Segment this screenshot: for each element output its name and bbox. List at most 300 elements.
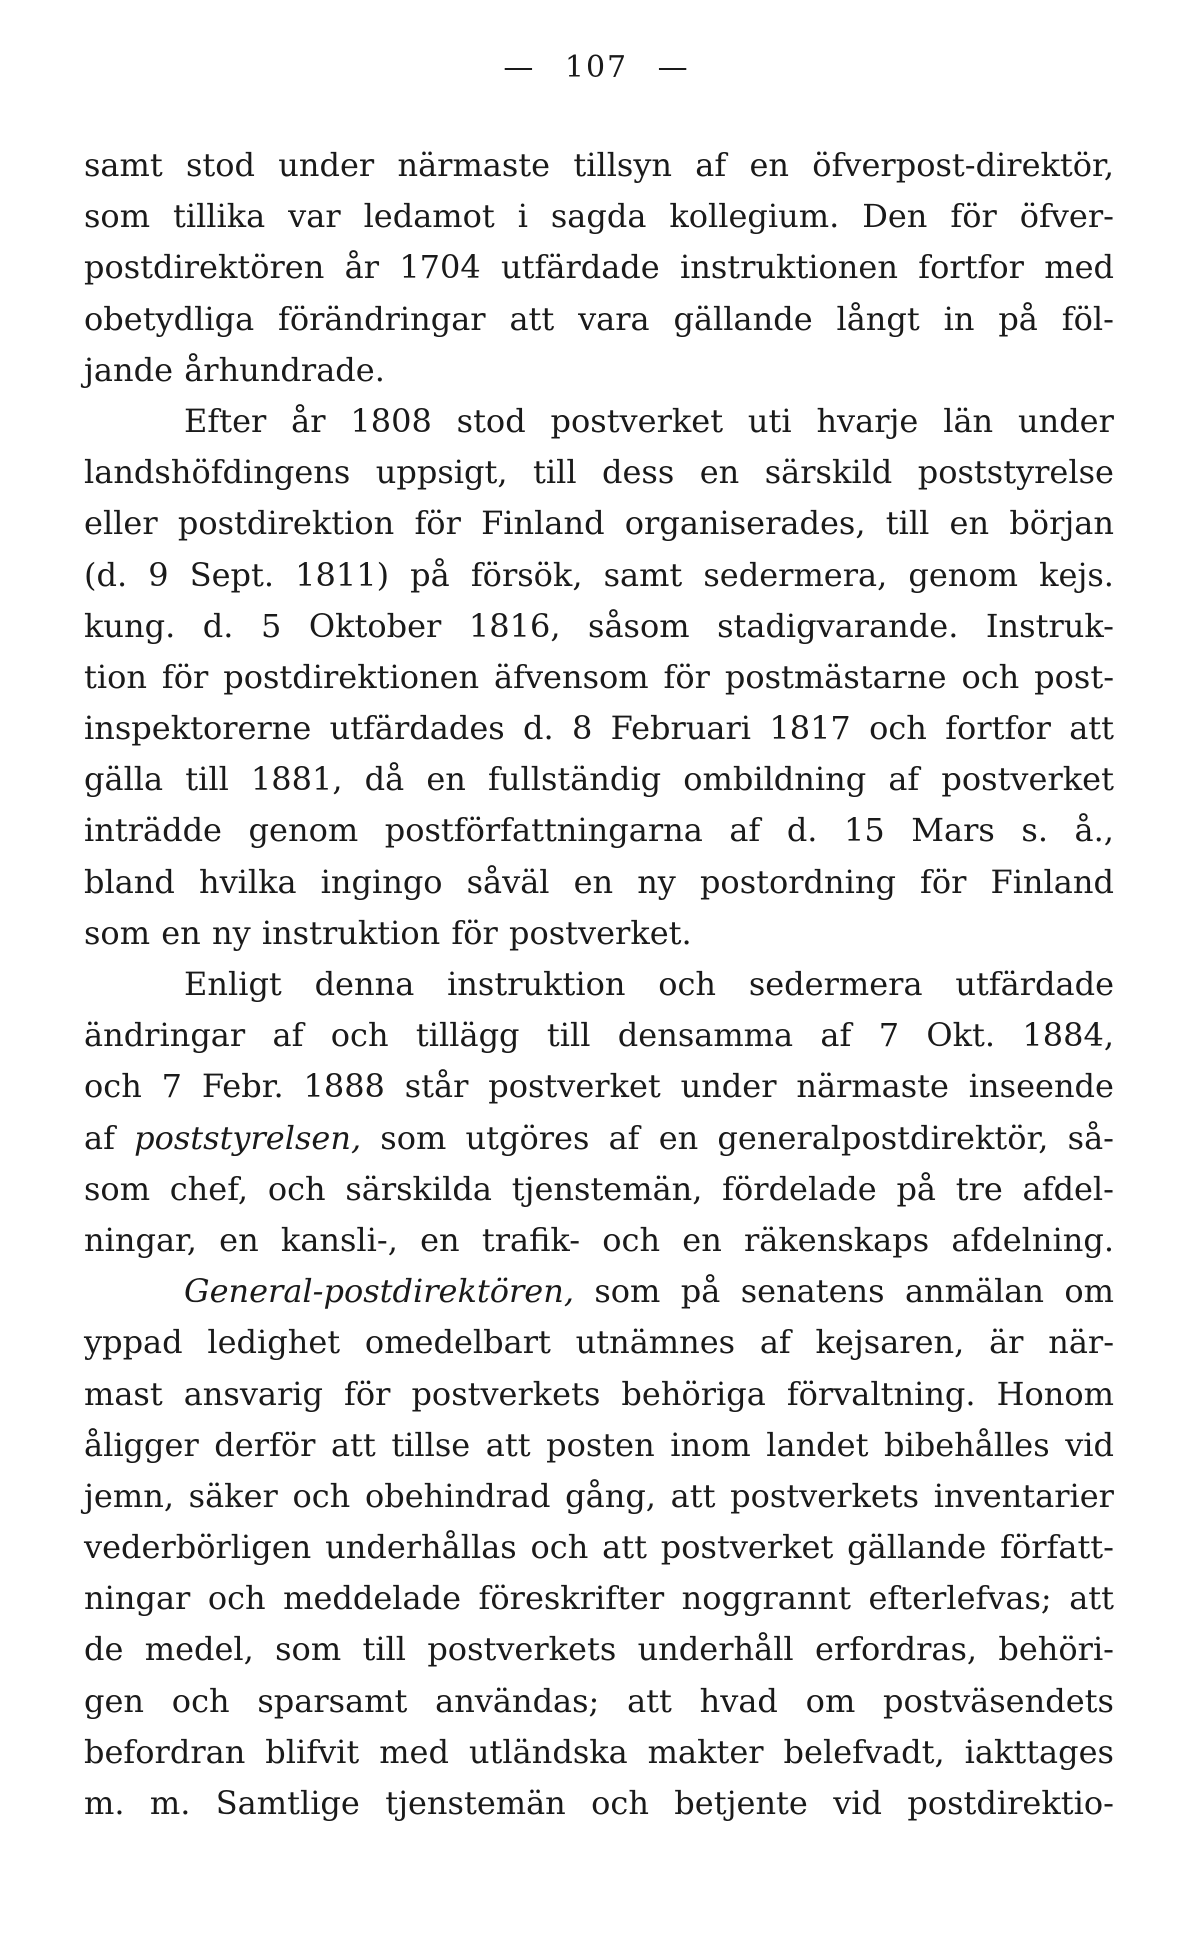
word: chef, [169, 1169, 249, 1208]
word: Okt. [926, 1016, 996, 1055]
word: af [695, 146, 727, 184]
word: för [344, 1374, 391, 1413]
word: och [602, 1220, 661, 1259]
word: 9 [148, 555, 169, 594]
word: instruktion [261, 913, 441, 952]
word: Oktober [308, 606, 442, 645]
word: och [292, 1476, 351, 1515]
word: inseende [968, 1067, 1114, 1106]
word: kung. [84, 606, 176, 645]
word: äfvensom [494, 657, 649, 696]
word: fördelade [722, 1169, 877, 1208]
word: befordran [84, 1732, 246, 1771]
word: postverket. [509, 913, 692, 952]
text-line [84, 703, 1114, 754]
word: fullständig [488, 760, 662, 799]
word: för [451, 913, 498, 952]
word: General-postdirektören, [184, 1272, 574, 1311]
word: att [1069, 1579, 1114, 1618]
word: tre [955, 1169, 1003, 1208]
word: tillika [172, 197, 266, 236]
text-line [84, 908, 1114, 959]
header-dash-left: — [503, 50, 536, 85]
word: postdirektion [177, 504, 395, 543]
text-line [84, 242, 1114, 293]
text-line [84, 1164, 1114, 1215]
word: att [509, 299, 555, 338]
text-line [84, 754, 1114, 805]
word: som [594, 1272, 661, 1311]
word: till [885, 504, 930, 543]
text-line [84, 1778, 1114, 1829]
word: d. [786, 811, 818, 850]
word: postverkets [730, 1476, 920, 1515]
word: afdel- [1022, 1169, 1114, 1208]
word: för [920, 862, 967, 901]
word: län [943, 401, 994, 440]
word: utgöres [465, 1118, 590, 1157]
page-number: 107 [564, 50, 629, 85]
text-line [84, 652, 1114, 703]
word: in [943, 299, 975, 338]
word: och [267, 1169, 326, 1208]
word: af [759, 1323, 791, 1362]
word: en [749, 146, 790, 184]
word: med [379, 1732, 449, 1771]
word: af [729, 811, 761, 850]
word: s. [1021, 811, 1048, 850]
word: som [84, 1169, 151, 1208]
word: tion [84, 657, 147, 696]
word: Efter [184, 401, 267, 440]
word: postdirektionen [223, 657, 480, 696]
text-line [84, 1420, 1114, 1471]
word: betjente [674, 1784, 808, 1822]
word: Instruk- [985, 606, 1114, 645]
word: vederbörligen [84, 1528, 312, 1567]
word: underhållas [325, 1528, 517, 1567]
word: ombildning [683, 760, 867, 799]
word: 1884, [1022, 1016, 1114, 1055]
word: till [185, 760, 229, 799]
word: tillsyn [573, 146, 673, 184]
word: tjenstemän, [511, 1169, 703, 1208]
word: landshöfdingens [84, 453, 351, 492]
word: postordning [699, 862, 896, 901]
body-text [84, 140, 1114, 1829]
word: afdelning. [951, 1220, 1114, 1259]
word: tillägg [415, 1016, 520, 1055]
word: postdirektio- [907, 1784, 1114, 1822]
word: om [1064, 1272, 1114, 1311]
word: en [658, 1118, 699, 1157]
word: 7 [878, 1016, 900, 1055]
word: såväl [466, 862, 550, 901]
word: af [608, 1118, 640, 1157]
text-line [84, 550, 1114, 601]
word: de [84, 1630, 124, 1669]
word: obetydliga [84, 299, 255, 338]
word: såsom [588, 606, 690, 645]
word: vid [833, 1784, 882, 1822]
word: år [344, 248, 380, 287]
word: med [1044, 248, 1114, 287]
word: instruktionen [680, 248, 898, 287]
word: på [998, 299, 1038, 338]
word: poststyrelsen, [134, 1118, 362, 1157]
word: sagda [550, 197, 647, 236]
word: Den [862, 197, 928, 236]
word: 1808 [350, 401, 432, 440]
word: stadigvarande. [717, 606, 959, 645]
word: 15 [844, 811, 885, 850]
text-line [84, 1317, 1114, 1368]
word: till [546, 1016, 591, 1055]
word: postdirektören [84, 248, 325, 287]
page-header [0, 50, 1193, 85]
word: poststyrelse [917, 453, 1114, 492]
text-line [84, 1113, 1114, 1164]
word: att [670, 1476, 716, 1515]
word: öfver- [1019, 197, 1114, 236]
word: står [404, 1067, 469, 1106]
word: m. [84, 1784, 125, 1822]
word: fortfor [945, 709, 1051, 748]
word: inventarier [933, 1476, 1114, 1515]
word: säker [188, 1476, 278, 1515]
word: bibehålles [884, 1425, 1050, 1464]
word: på [680, 1272, 721, 1311]
word: medel, [144, 1630, 254, 1669]
word: under [1017, 401, 1114, 440]
word: af [820, 1016, 852, 1055]
text-line [84, 191, 1114, 242]
word: att [1069, 709, 1114, 748]
word: att [602, 1528, 647, 1567]
word: m. [149, 1784, 191, 1822]
word: gällande [847, 1528, 987, 1567]
text-line [84, 1573, 1114, 1624]
word: ledamot [363, 197, 495, 236]
word: erfordras, [814, 1630, 978, 1669]
word: och [961, 657, 1020, 696]
word: sedermera, [703, 555, 888, 594]
word: som [275, 1630, 342, 1669]
word: i [517, 197, 528, 236]
word: och [658, 965, 717, 1003]
word: för [161, 657, 209, 696]
word: så- [1067, 1118, 1114, 1157]
word: derför [214, 1425, 316, 1464]
word: stod [456, 401, 526, 440]
word: en [949, 504, 990, 543]
word: vid [1065, 1425, 1114, 1464]
word: organiserades, [624, 504, 866, 543]
word: för [414, 504, 461, 543]
text-line [84, 1676, 1114, 1727]
word: d. [523, 709, 554, 748]
word: gällande [673, 299, 813, 338]
word: till [532, 453, 577, 492]
word: generalpostdirektör, [717, 1118, 1049, 1157]
word: yppad [84, 1323, 183, 1362]
word: Mars [911, 811, 995, 850]
text-line [84, 1727, 1114, 1778]
word: ingingo [320, 862, 443, 901]
word: att [330, 1425, 376, 1464]
word: som [84, 913, 151, 952]
word: och [591, 1784, 649, 1822]
word: 1816, [468, 606, 561, 645]
word: (d. [84, 555, 128, 594]
word: 1817 [769, 709, 851, 748]
word: närmaste [397, 146, 551, 184]
word: under [278, 146, 375, 184]
word: trafik- [481, 1220, 581, 1259]
word: Finland [990, 862, 1114, 901]
word: är [989, 1323, 1024, 1362]
word: anmälan [904, 1272, 1044, 1311]
word: ningar [84, 1579, 191, 1618]
word: Febr. [201, 1067, 284, 1106]
word: samt [84, 146, 163, 184]
word: en [573, 862, 614, 901]
word: ledighet [207, 1323, 341, 1362]
text-line [84, 498, 1114, 549]
word: behöriga [621, 1374, 766, 1413]
word: genom [908, 555, 1019, 594]
word: utländska [468, 1732, 628, 1771]
text-line [84, 294, 1114, 345]
text-line [84, 1010, 1114, 1061]
word: inom [670, 1425, 751, 1464]
word: ningar, [84, 1220, 197, 1259]
word: jemn, [84, 1476, 174, 1515]
word: senatens [740, 1272, 885, 1311]
word: hvad [699, 1681, 778, 1720]
text-line [84, 1369, 1114, 1420]
word: hvilka [198, 862, 297, 901]
word: ny [211, 913, 251, 952]
word: obehindrad [364, 1476, 551, 1515]
word: utfärdades [329, 709, 505, 748]
word: post- [1034, 657, 1114, 696]
word: stod [185, 146, 255, 184]
word: för [663, 657, 710, 696]
word: början [1009, 504, 1114, 543]
word: gen [84, 1681, 145, 1720]
word: postverket [941, 760, 1114, 799]
word: vara [578, 299, 650, 338]
word: iakttages [964, 1732, 1114, 1771]
word: förändringar [278, 299, 486, 338]
word: postverkets [411, 1374, 601, 1413]
word: som [380, 1118, 447, 1157]
word: gång, [565, 1476, 656, 1515]
word: utfärdade [501, 248, 660, 287]
text-line [84, 1471, 1114, 1522]
word: 5 [260, 606, 282, 645]
text-line [84, 805, 1114, 856]
text-line [84, 1215, 1114, 1266]
text-line [84, 1061, 1114, 1112]
word: under [680, 1067, 777, 1106]
word: utfärdade [955, 965, 1114, 1003]
word: räkenskaps [744, 1220, 930, 1259]
word: fortfor [918, 248, 1024, 287]
word: eller [84, 504, 158, 543]
word: gälla [84, 760, 164, 799]
word: särskilda [345, 1169, 492, 1208]
word: denna [314, 965, 415, 1003]
word: ny [637, 862, 676, 901]
word: 1881, [250, 760, 343, 799]
word: och [84, 1067, 142, 1106]
word: blifvit [265, 1732, 360, 1771]
word: behöri- [998, 1630, 1114, 1669]
word: utnämnes [575, 1323, 736, 1362]
word: på [896, 1169, 936, 1208]
word: belefvadt, [783, 1732, 945, 1771]
text-line [84, 959, 1114, 1010]
word: inspektorerne [84, 709, 312, 748]
word: århundrade. [184, 350, 385, 389]
word: Finland [481, 504, 605, 543]
word: sedermera [748, 965, 923, 1003]
word: då [364, 760, 405, 799]
word: postväsendets [883, 1681, 1114, 1720]
word: särskild [764, 453, 893, 492]
word: ändringar [84, 1016, 246, 1055]
word: en [219, 1220, 259, 1259]
word: 1704 [399, 248, 481, 287]
text-line [84, 857, 1114, 908]
word: försök, [470, 555, 583, 594]
word: öfverpost-direktör, [812, 146, 1114, 184]
word: år [291, 401, 326, 440]
text-line [84, 1624, 1114, 1675]
text-line [84, 601, 1114, 652]
text-line [84, 345, 1114, 396]
word: dess [602, 453, 675, 492]
word: af [84, 1118, 115, 1157]
word: posten [546, 1425, 655, 1464]
word: Sept. [189, 555, 275, 594]
word: och [869, 709, 927, 748]
word: om [805, 1681, 856, 1720]
word: postverket [488, 1067, 661, 1106]
text-line [84, 447, 1114, 498]
word: kollegium. [669, 197, 840, 236]
word: kansli-, [280, 1220, 398, 1259]
word: landet [766, 1425, 869, 1464]
word: postverkets [427, 1630, 617, 1669]
word: instruktion [447, 965, 626, 1003]
word: när- [1048, 1323, 1114, 1362]
text-line [84, 396, 1114, 447]
word: makter [647, 1732, 764, 1771]
word: 8 [571, 709, 593, 748]
word: noggrannt [681, 1579, 851, 1618]
word: tjenstemän [385, 1784, 566, 1822]
word: som [84, 197, 151, 236]
word: författ- [1000, 1528, 1114, 1567]
word: en [420, 1220, 460, 1259]
word: föl- [1061, 299, 1114, 338]
word: på [410, 555, 450, 594]
word: efterlefvas; [868, 1579, 1052, 1618]
word: å., [1074, 811, 1114, 850]
word: en [426, 760, 466, 799]
word: uti [747, 401, 792, 440]
word: för [950, 197, 997, 236]
word: åligger [84, 1425, 199, 1464]
word: var [288, 197, 341, 236]
word: postverket [660, 1528, 834, 1567]
word: af [272, 1016, 304, 1055]
word: en [161, 913, 201, 952]
word: jande [84, 350, 174, 389]
word: uppsigt, [375, 453, 508, 492]
word: inträdde [84, 811, 222, 850]
word: en [682, 1220, 722, 1259]
word: att [485, 1425, 531, 1464]
word: närmaste [796, 1067, 949, 1106]
word: Samtlige [215, 1784, 360, 1822]
word: hvarje [816, 401, 919, 440]
text-line [84, 140, 1114, 191]
word: 1811) [295, 555, 390, 594]
header-dash-right: — [657, 50, 690, 85]
text-line [84, 1522, 1114, 1573]
word: kejsaren, [815, 1323, 965, 1362]
word: Enligt [184, 965, 282, 1003]
word: en [699, 453, 740, 492]
text-line [84, 1266, 1114, 1317]
word: förvaltning. [786, 1374, 976, 1413]
word: samt [603, 555, 683, 594]
word: meddelade [283, 1579, 462, 1618]
word: kejs. [1039, 555, 1114, 594]
word: densamma [617, 1016, 794, 1055]
word: till [362, 1630, 407, 1669]
word: och [530, 1528, 589, 1567]
word: och [330, 1016, 389, 1055]
word: långt [836, 299, 920, 338]
word: postverket [550, 401, 724, 440]
word: användas; [435, 1681, 600, 1720]
word: omedelbart [364, 1323, 551, 1362]
word: genom [248, 811, 359, 850]
word: postmästarne [724, 657, 947, 696]
word: 7 [161, 1067, 182, 1106]
word: postförfattningarna [384, 811, 703, 850]
word: sparsamt [257, 1681, 408, 1720]
word: d. [202, 606, 234, 645]
word: Honom [996, 1374, 1114, 1413]
word: Februari [610, 709, 752, 748]
word: att [627, 1681, 672, 1720]
word: af [888, 760, 920, 799]
word: underhåll [637, 1630, 794, 1669]
word: 1888 [303, 1067, 385, 1106]
word: tillse [391, 1425, 471, 1464]
word: och [207, 1579, 266, 1618]
word: ansvarig [183, 1374, 323, 1413]
word: föreskrifter [478, 1579, 665, 1618]
word: bland [84, 862, 175, 901]
word: och [171, 1681, 230, 1720]
